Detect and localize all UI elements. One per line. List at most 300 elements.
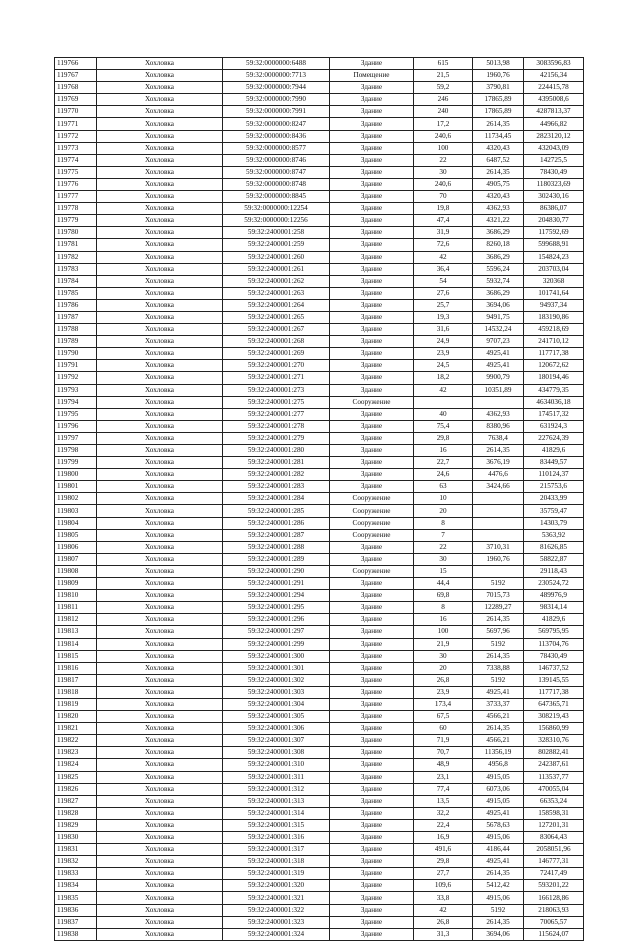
object-type-cell: Здание xyxy=(330,602,414,614)
object-type-cell: Здание xyxy=(330,94,414,106)
locality-cell: Хохловка xyxy=(97,565,223,577)
table-row xyxy=(55,118,584,130)
row-number-cell: 119770 xyxy=(55,106,97,118)
cadastral-number-cell: 59:32:2400001:285 xyxy=(223,505,330,517)
locality-cell: Хохловка xyxy=(97,58,223,70)
row-number-cell: 119829 xyxy=(55,819,97,831)
cadastral-number-cell: 59:32:0000000:8436 xyxy=(223,130,330,142)
cadastral-number-cell: 59:32:2400001:268 xyxy=(223,336,330,348)
cadastral-number-cell: 59:32:2400001:258 xyxy=(223,227,330,239)
cadastral-value-cell: 4287813,37 xyxy=(524,106,584,118)
object-type-cell: Сооружение xyxy=(330,493,414,505)
cadastral-value-cell: 70065,57 xyxy=(524,916,584,928)
locality-cell: Хохловка xyxy=(97,698,223,710)
object-type-cell: Здание xyxy=(330,916,414,928)
cadastral-number-cell: 59:32:2400001:315 xyxy=(223,819,330,831)
cadastral-value-cell: 215753,6 xyxy=(524,481,584,493)
row-number-cell: 119790 xyxy=(55,348,97,360)
table-row xyxy=(55,348,584,360)
table-row xyxy=(55,529,584,541)
cadastral-value-cell: 42156,34 xyxy=(524,70,584,82)
cadastral-value-cell: 142725,5 xyxy=(524,154,584,166)
cadastral-number-cell: 59:32:2400001:308 xyxy=(223,747,330,759)
area-cell: 246 xyxy=(414,94,473,106)
specific-value-cell: 4320,43 xyxy=(473,191,524,203)
cadastral-number-cell: 59:32:0000000:7990 xyxy=(223,94,330,106)
table-row xyxy=(55,178,584,190)
cadastral-value-cell: 4634036,18 xyxy=(524,396,584,408)
area-cell: 240 xyxy=(414,106,473,118)
cadastral-number-cell: 59:32:2400001:264 xyxy=(223,299,330,311)
object-type-cell: Сооружение xyxy=(330,396,414,408)
object-type-cell: Здание xyxy=(330,892,414,904)
locality-cell: Хохловка xyxy=(97,662,223,674)
area-cell: 47,4 xyxy=(414,215,473,227)
area-cell: 16,9 xyxy=(414,832,473,844)
locality-cell: Хохловка xyxy=(97,239,223,251)
area-cell: 23,1 xyxy=(414,771,473,783)
object-type-cell: Здание xyxy=(330,118,414,130)
cadastral-value-cell: 224415,78 xyxy=(524,82,584,94)
object-type-cell: Здание xyxy=(330,360,414,372)
table-row xyxy=(55,565,584,577)
specific-value-cell: 4925,41 xyxy=(473,348,524,360)
object-type-cell: Здание xyxy=(330,638,414,650)
area-cell: 48,9 xyxy=(414,759,473,771)
row-number-cell: 119807 xyxy=(55,553,97,565)
cadastral-value-cell: 139145,55 xyxy=(524,674,584,686)
area-cell: 240,6 xyxy=(414,130,473,142)
locality-cell: Хохловка xyxy=(97,118,223,130)
cadastral-number-cell: 59:32:2400001:297 xyxy=(223,626,330,638)
row-number-cell: 119812 xyxy=(55,614,97,626)
locality-cell: Хохловка xyxy=(97,747,223,759)
object-type-cell: Здание xyxy=(330,771,414,783)
locality-cell: Хохловка xyxy=(97,420,223,432)
cadastral-number-cell: 59:32:2400001:305 xyxy=(223,711,330,723)
table-row xyxy=(55,360,584,372)
specific-value-cell xyxy=(473,505,524,517)
locality-cell: Хохловка xyxy=(97,154,223,166)
locality-cell: Хохловка xyxy=(97,432,223,444)
row-number-cell: 119827 xyxy=(55,795,97,807)
object-type-cell: Здание xyxy=(330,457,414,469)
cadastral-value-cell: 308219,43 xyxy=(524,711,584,723)
cadastral-value-cell: 146737,52 xyxy=(524,662,584,674)
object-type-cell: Здание xyxy=(330,203,414,215)
specific-value-cell xyxy=(473,529,524,541)
row-number-cell: 119772 xyxy=(55,130,97,142)
specific-value-cell: 3733,37 xyxy=(473,698,524,710)
cadastral-number-cell: 59:32:2400001:313 xyxy=(223,795,330,807)
row-number-cell: 119830 xyxy=(55,832,97,844)
row-number-cell: 119793 xyxy=(55,384,97,396)
cadastral-value-cell: 328310,76 xyxy=(524,735,584,747)
cadastral-value-cell: 101741,64 xyxy=(524,287,584,299)
table-row xyxy=(55,505,584,517)
object-type-cell: Здание xyxy=(330,807,414,819)
object-type-cell: Здание xyxy=(330,541,414,553)
locality-cell: Хохловка xyxy=(97,70,223,82)
cadastral-value-cell: 113704,76 xyxy=(524,638,584,650)
specific-value-cell: 4915,05 xyxy=(473,771,524,783)
cadastral-number-cell: 59:32:2400001:300 xyxy=(223,650,330,662)
cadastral-value-cell: 117717,38 xyxy=(524,686,584,698)
object-type-cell: Здание xyxy=(330,469,414,481)
object-type-cell: Здание xyxy=(330,348,414,360)
row-number-cell: 119782 xyxy=(55,251,97,263)
cadastral-value-cell: 115624,07 xyxy=(524,928,584,940)
object-type-cell: Здание xyxy=(330,106,414,118)
cadastral-value-cell: 120672,62 xyxy=(524,360,584,372)
locality-cell: Хохловка xyxy=(97,517,223,529)
cadastral-number-cell: 59:32:0000000:12256 xyxy=(223,215,330,227)
specific-value-cell: 2614,35 xyxy=(473,445,524,457)
locality-cell: Хохловка xyxy=(97,578,223,590)
area-cell: 27,7 xyxy=(414,868,473,880)
table-row xyxy=(55,166,584,178)
locality-cell: Хохловка xyxy=(97,650,223,662)
locality-cell: Хохловка xyxy=(97,783,223,795)
row-number-cell: 119818 xyxy=(55,686,97,698)
row-number-cell: 119780 xyxy=(55,227,97,239)
table-row xyxy=(55,142,584,154)
cadastral-number-cell: 59:32:2400001:291 xyxy=(223,578,330,590)
cadastral-value-cell: 41829,6 xyxy=(524,614,584,626)
object-type-cell: Здание xyxy=(330,578,414,590)
specific-value-cell: 2614,35 xyxy=(473,868,524,880)
object-type-cell: Здание xyxy=(330,723,414,735)
specific-value-cell: 2614,35 xyxy=(473,723,524,735)
specific-value-cell: 7338,88 xyxy=(473,662,524,674)
cadastral-value-cell: 127201,31 xyxy=(524,819,584,831)
cadastral-number-cell: 59:32:2400001:267 xyxy=(223,324,330,336)
row-number-cell: 119832 xyxy=(55,856,97,868)
row-number-cell: 119789 xyxy=(55,336,97,348)
row-number-cell: 119819 xyxy=(55,698,97,710)
table-row xyxy=(55,856,584,868)
specific-value-cell: 4956,8 xyxy=(473,759,524,771)
table-row xyxy=(55,70,584,82)
locality-cell: Хохловка xyxy=(97,82,223,94)
specific-value-cell xyxy=(473,517,524,529)
area-cell: 13,5 xyxy=(414,795,473,807)
cadastral-value-cell: 432043,09 xyxy=(524,142,584,154)
object-type-cell: Здание xyxy=(330,674,414,686)
area-cell: 19,3 xyxy=(414,311,473,323)
locality-cell: Хохловка xyxy=(97,723,223,735)
table-row xyxy=(55,82,584,94)
area-cell: 31,3 xyxy=(414,928,473,940)
table-row xyxy=(55,469,584,481)
area-cell: 10 xyxy=(414,493,473,505)
area-cell: 100 xyxy=(414,142,473,154)
specific-value-cell: 9900,79 xyxy=(473,372,524,384)
cadastral-value-cell: 599688,91 xyxy=(524,239,584,251)
table-row xyxy=(55,263,584,275)
cadastral-value-cell: 58822,87 xyxy=(524,553,584,565)
table-row xyxy=(55,578,584,590)
table-row xyxy=(55,807,584,819)
table-row xyxy=(55,384,584,396)
table-row xyxy=(55,481,584,493)
object-type-cell: Здание xyxy=(330,626,414,638)
area-cell: 33,8 xyxy=(414,892,473,904)
object-type-cell: Здание xyxy=(330,287,414,299)
area-cell: 26,8 xyxy=(414,674,473,686)
locality-cell: Хохловка xyxy=(97,832,223,844)
table-row xyxy=(55,735,584,747)
object-type-cell: Здание xyxy=(330,844,414,856)
specific-value-cell: 4566,21 xyxy=(473,711,524,723)
row-number-cell: 119804 xyxy=(55,517,97,529)
specific-value-cell: 12289,27 xyxy=(473,602,524,614)
cadastral-value-cell: 154824,23 xyxy=(524,251,584,263)
specific-value-cell: 5192 xyxy=(473,904,524,916)
table-row xyxy=(55,674,584,686)
specific-value-cell xyxy=(473,396,524,408)
specific-value-cell: 17865,89 xyxy=(473,106,524,118)
cadastral-value-cell: 593201,22 xyxy=(524,880,584,892)
locality-cell: Хохловка xyxy=(97,626,223,638)
area-cell xyxy=(414,396,473,408)
table-row xyxy=(55,311,584,323)
area-cell: 40 xyxy=(414,408,473,420)
locality-cell: Хохловка xyxy=(97,445,223,457)
locality-cell: Хохловка xyxy=(97,493,223,505)
cadastral-value-cell: 218063,93 xyxy=(524,904,584,916)
object-type-cell: Здание xyxy=(330,698,414,710)
row-number-cell: 119835 xyxy=(55,892,97,904)
object-type-cell: Здание xyxy=(330,154,414,166)
specific-value-cell: 4476,6 xyxy=(473,469,524,481)
cadastral-number-cell: 59:32:2400001:318 xyxy=(223,856,330,868)
locality-cell: Хохловка xyxy=(97,844,223,856)
object-type-cell: Здание xyxy=(330,324,414,336)
table-row xyxy=(55,614,584,626)
cadastral-number-cell: 59:32:0000000:8247 xyxy=(223,118,330,130)
specific-value-cell: 3686,29 xyxy=(473,287,524,299)
area-cell: 30 xyxy=(414,650,473,662)
table-row xyxy=(55,590,584,602)
object-type-cell: Здание xyxy=(330,178,414,190)
specific-value-cell: 1960,76 xyxy=(473,70,524,82)
row-number-cell: 119768 xyxy=(55,82,97,94)
row-number-cell: 119802 xyxy=(55,493,97,505)
locality-cell: Хохловка xyxy=(97,505,223,517)
specific-value-cell: 3694,06 xyxy=(473,299,524,311)
area-cell: 30 xyxy=(414,166,473,178)
area-cell: 30 xyxy=(414,553,473,565)
area-cell: 59,2 xyxy=(414,82,473,94)
cadastral-number-cell: 59:32:2400001:321 xyxy=(223,892,330,904)
cadastral-number-cell: 59:32:0000000:7991 xyxy=(223,106,330,118)
locality-cell: Хохловка xyxy=(97,94,223,106)
row-number-cell: 119813 xyxy=(55,626,97,638)
cadastral-number-cell: 59:32:2400001:261 xyxy=(223,263,330,275)
table-row xyxy=(55,275,584,287)
locality-cell: Хохловка xyxy=(97,130,223,142)
area-cell: 240,6 xyxy=(414,178,473,190)
specific-value-cell: 3424,66 xyxy=(473,481,524,493)
specific-value-cell: 4915,05 xyxy=(473,795,524,807)
area-cell: 63 xyxy=(414,481,473,493)
specific-value-cell xyxy=(473,565,524,577)
row-number-cell: 119831 xyxy=(55,844,97,856)
specific-value-cell: 4320,43 xyxy=(473,142,524,154)
area-cell: 100 xyxy=(414,626,473,638)
cadastral-number-cell: 59:32:2400001:278 xyxy=(223,420,330,432)
locality-cell: Хохловка xyxy=(97,384,223,396)
locality-cell: Хохловка xyxy=(97,203,223,215)
specific-value-cell: 8380,96 xyxy=(473,420,524,432)
row-number-cell: 119822 xyxy=(55,735,97,747)
cadastral-value-cell: 146777,31 xyxy=(524,856,584,868)
locality-cell: Хохловка xyxy=(97,674,223,686)
cadastral-number-cell: 59:32:2400001:280 xyxy=(223,445,330,457)
table-row xyxy=(55,396,584,408)
object-type-cell: Здание xyxy=(330,662,414,674)
cadastral-number-cell: 59:32:2400001:279 xyxy=(223,432,330,444)
specific-value-cell: 11734,45 xyxy=(473,130,524,142)
cadastral-value-cell: 117592,69 xyxy=(524,227,584,239)
object-type-cell: Сооружение xyxy=(330,517,414,529)
locality-cell: Хохловка xyxy=(97,892,223,904)
table-row xyxy=(55,106,584,118)
row-number-cell: 119771 xyxy=(55,118,97,130)
cadastral-number-cell: 59:32:2400001:307 xyxy=(223,735,330,747)
object-type-cell: Здание xyxy=(330,142,414,154)
table-row xyxy=(55,759,584,771)
cadastral-number-cell: 59:32:2400001:310 xyxy=(223,759,330,771)
cadastral-number-cell: 59:32:0000000:8748 xyxy=(223,178,330,190)
object-type-cell: Здание xyxy=(330,408,414,420)
cadastral-number-cell: 59:32:0000000:8845 xyxy=(223,191,330,203)
table-row xyxy=(55,832,584,844)
area-cell: 21,5 xyxy=(414,70,473,82)
cadastral-value-cell: 35759,47 xyxy=(524,505,584,517)
cadastral-value-cell: 29118,43 xyxy=(524,565,584,577)
locality-cell: Хохловка xyxy=(97,614,223,626)
cadastral-value-cell: 72417,49 xyxy=(524,868,584,880)
specific-value-cell: 4915,06 xyxy=(473,832,524,844)
cadastral-number-cell: 59:32:2400001:290 xyxy=(223,565,330,577)
locality-cell: Хохловка xyxy=(97,372,223,384)
area-cell: 20 xyxy=(414,505,473,517)
cadastral-value-cell: 183190,86 xyxy=(524,311,584,323)
area-cell: 22 xyxy=(414,541,473,553)
row-number-cell: 119800 xyxy=(55,469,97,481)
specific-value-cell: 4566,21 xyxy=(473,735,524,747)
locality-cell: Хохловка xyxy=(97,142,223,154)
cadastral-number-cell: 59:32:2400001:277 xyxy=(223,408,330,420)
area-cell: 173,4 xyxy=(414,698,473,710)
table-row xyxy=(55,880,584,892)
cadastral-number-cell: 59:32:2400001:316 xyxy=(223,832,330,844)
table-row xyxy=(55,771,584,783)
cadastral-value-cell: 41829,6 xyxy=(524,445,584,457)
area-cell: 7 xyxy=(414,529,473,541)
row-number-cell: 119774 xyxy=(55,154,97,166)
locality-cell: Хохловка xyxy=(97,191,223,203)
object-type-cell: Здание xyxy=(330,239,414,251)
cadastral-number-cell: 59:32:2400001:312 xyxy=(223,783,330,795)
table-row xyxy=(55,94,584,106)
locality-cell: Хохловка xyxy=(97,686,223,698)
row-number-cell: 119815 xyxy=(55,650,97,662)
table-row xyxy=(55,324,584,336)
table-row xyxy=(55,553,584,565)
cadastral-value-cell: 434779,35 xyxy=(524,384,584,396)
locality-cell: Хохловка xyxy=(97,856,223,868)
row-number-cell: 119792 xyxy=(55,372,97,384)
table-row xyxy=(55,819,584,831)
specific-value-cell: 3676,19 xyxy=(473,457,524,469)
table-row xyxy=(55,58,584,70)
row-number-cell: 119769 xyxy=(55,94,97,106)
cadastral-number-cell: 59:32:2400001:299 xyxy=(223,638,330,650)
cadastral-value-cell: 117717,38 xyxy=(524,348,584,360)
row-number-cell: 119811 xyxy=(55,602,97,614)
cadastral-number-cell: 59:32:2400001:323 xyxy=(223,916,330,928)
cadastral-value-cell: 631924,3 xyxy=(524,420,584,432)
cadastral-number-cell: 59:32:2400001:259 xyxy=(223,239,330,251)
cadastral-value-cell: 241710,12 xyxy=(524,336,584,348)
cadastral-value-cell: 2823120,12 xyxy=(524,130,584,142)
row-number-cell: 119803 xyxy=(55,505,97,517)
row-number-cell: 119805 xyxy=(55,529,97,541)
cadastral-number-cell: 59:32:2400001:271 xyxy=(223,372,330,384)
table-row xyxy=(55,638,584,650)
row-number-cell: 119816 xyxy=(55,662,97,674)
row-number-cell: 119798 xyxy=(55,445,97,457)
area-cell: 72,6 xyxy=(414,239,473,251)
cadastral-number-cell: 59:32:2400001:263 xyxy=(223,287,330,299)
row-number-cell: 119775 xyxy=(55,166,97,178)
area-cell: 18,2 xyxy=(414,372,473,384)
cadastral-value-cell: 98314,14 xyxy=(524,602,584,614)
cadastral-value-cell: 83449,57 xyxy=(524,457,584,469)
object-type-cell: Здание xyxy=(330,275,414,287)
area-cell: 615 xyxy=(414,58,473,70)
table-row xyxy=(55,747,584,759)
area-cell: 22,4 xyxy=(414,819,473,831)
cadastral-number-cell: 59:32:2400001:311 xyxy=(223,771,330,783)
object-type-cell: Здание xyxy=(330,747,414,759)
row-number-cell: 119766 xyxy=(55,58,97,70)
cadastral-value-cell: 459218,69 xyxy=(524,324,584,336)
area-cell: 17,2 xyxy=(414,118,473,130)
specific-value-cell: 4186,44 xyxy=(473,844,524,856)
area-cell: 75,4 xyxy=(414,420,473,432)
cadastral-number-cell: 59:32:2400001:262 xyxy=(223,275,330,287)
specific-value-cell: 8260,18 xyxy=(473,239,524,251)
row-number-cell: 119809 xyxy=(55,578,97,590)
specific-value-cell: 4925,41 xyxy=(473,360,524,372)
row-number-cell: 119784 xyxy=(55,275,97,287)
object-type-cell: Здание xyxy=(330,880,414,892)
object-type-cell: Здание xyxy=(330,711,414,723)
row-number-cell: 119773 xyxy=(55,142,97,154)
cadastral-number-cell: 59:32:2400001:283 xyxy=(223,481,330,493)
locality-cell: Хохловка xyxy=(97,324,223,336)
specific-value-cell: 11356,19 xyxy=(473,747,524,759)
cadastral-value-cell: 180194,46 xyxy=(524,372,584,384)
cadastral-number-cell: 59:32:2400001:301 xyxy=(223,662,330,674)
table-row xyxy=(55,904,584,916)
object-type-cell: Здание xyxy=(330,130,414,142)
locality-cell: Хохловка xyxy=(97,819,223,831)
